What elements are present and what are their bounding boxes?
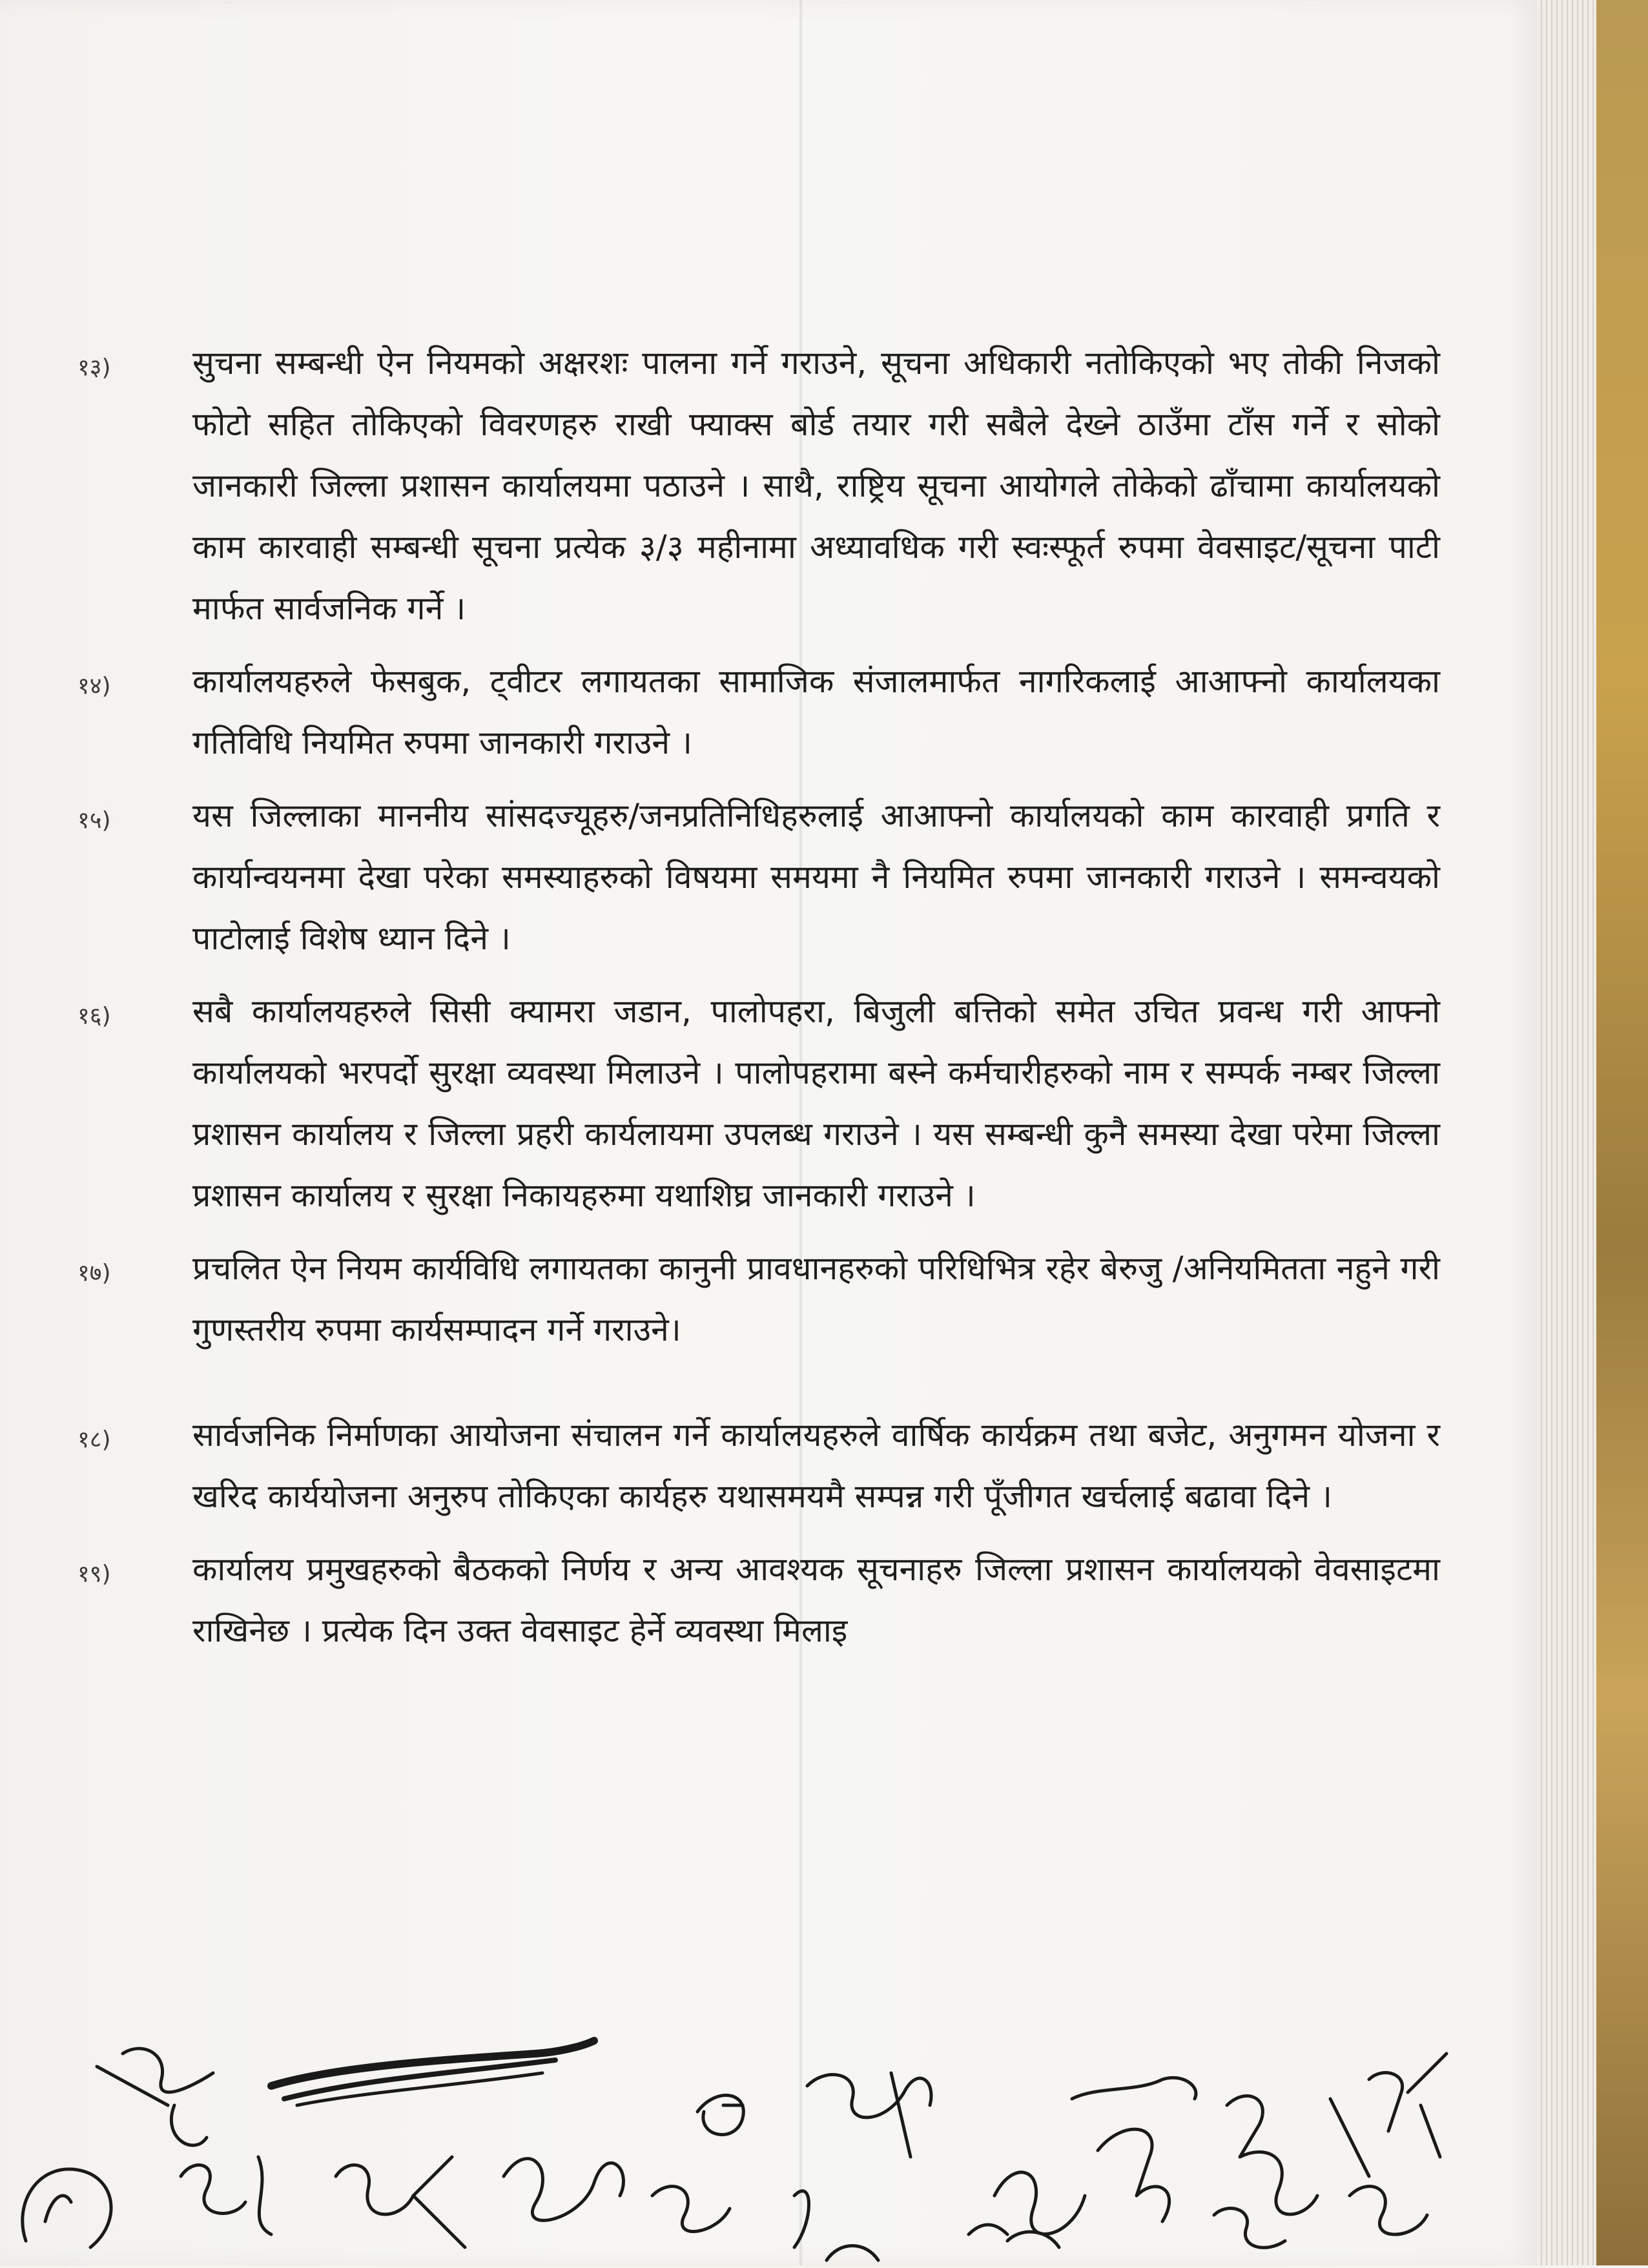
item-number: १४)	[77, 673, 111, 699]
item-number: १९)	[77, 1561, 111, 1587]
list-item	[77, 1238, 1440, 1361]
item-number: १८)	[77, 1427, 111, 1453]
list-item	[77, 1539, 1440, 1662]
binding-edge	[1596, 0, 1648, 2265]
item-number: १७)	[77, 1260, 111, 1286]
item-text: सार्वजनिक निर्माणका आयोजना संचालन गर्ने कार्यालयहरुले वार्षिक कार्यक्रम तथा बजेट, अनुगमन योजना र खरिद कार्ययोजना अनुरुप तोकिएका कार्यहरु यथासमयमै सम्पन्न गरी पूँजीगत खर्चलाई बढावा दिने ।	[192, 1416, 1440, 1515]
item-text: सबै कार्यालयहरुले सिसी क्यामरा जडान, पालोपहरा, बिजुली बत्तिको समेत उचित प्रवन्ध गरी आफ्नो कार्यालयको भरपर्दो सुरक्षा व्यवस्था मिलाउने । पालोपहरामा बस्ने कर्मचारीहरुको नाम र सम्पर्क नम्बर जिल्ला प्रशासन कार्यालय र जिल्ला प्रहरी कार्यलायमा उपलब्ध गराउने । यस सम्बन्धी कुनै समस्या देखा परेमा जिल्ला प्रशासन कार्यालय र सुरक्षा निकायहरुमा यथाशिघ्र जानकारी गराउने ।	[192, 993, 1440, 1214]
item-text: कार्यालयहरुले फेसबुक, ट्वीटर लगायतका सामाजिक संजालमार्फत नागरिकलाई आआफ्नो कार्यालयका गतिविधि नियमित रुपमा जानकारी गराउने ।	[192, 663, 1440, 761]
list-item	[77, 1405, 1440, 1527]
handwritten-signatures	[0, 2028, 1537, 2265]
document-body	[77, 333, 1440, 1673]
item-number: १३)	[77, 355, 111, 381]
item-text: यस जिल्लाका माननीय सांसदज्यूहरु/जनप्रतिनिधिहरुलाई आआफ्नो कार्यालयको काम कारवाही प्रगति र कार्यान्वयनमा देखा परेका समस्याहरुको विषयमा समयमा नै नियमित रुपमा जानकारी गराउने । समन्वयको पाटोलाई विशेष ध्यान दिने ।	[192, 797, 1440, 957]
page-stack-edge	[1537, 0, 1596, 2265]
list-item	[77, 333, 1440, 639]
signature-area	[0, 2028, 1537, 2265]
item-text: कार्यालय प्रमुखहरुको बैठकको निर्णय र अन्य आवश्यक सूचनाहरु जिल्ला प्रशासन कार्यालयको वेवसाइटमा राखिनेछ । प्रत्येक दिन उक्त वेवसाइट हेर्ने व्यवस्था मिलाइ	[192, 1551, 1440, 1649]
list-item	[77, 981, 1440, 1226]
list-item	[77, 651, 1440, 774]
item-text: प्रचलित ऐन नियम कार्यविधि लगायतका कानुनी प्रावधानहरुको परिधिभित्र रहेर बेरुजु /अनियमितता नहुने गरी गुणस्तरीय रुपमा कार्यसम्पादन गर्ने गराउने।	[192, 1250, 1440, 1348]
item-number: १६)	[77, 1003, 111, 1029]
item-text: सुचना सम्बन्धी ऐन नियमको अक्षरशः पालना गर्ने गराउने, सूचना अधिकारी नतोकिएको भए तोकी निजको फोटो सहित तोकिएको विवरणहरु राखी फ्याक्स बोर्ड तयार गरी सबैले देख्ने ठाउँमा टाँस गर्ने र सोको जानकारी जिल्ला प्रशासन कार्यालयमा पठाउने । साथै, राष्ट्रिय सूचना आयोगले तोकेको ढाँचामा कार्यालयको काम कारवाही सम्बन्धी सूचना प्रत्येक ३/३ महीनामा अध्यावधिक गरी स्वःस्फूर्त रुपमा वेवसाइट/सूचना पाटी मार्फत सार्वजनिक गर्ने ।	[192, 344, 1440, 627]
list-item	[77, 785, 1440, 969]
item-number: १५)	[77, 807, 111, 834]
